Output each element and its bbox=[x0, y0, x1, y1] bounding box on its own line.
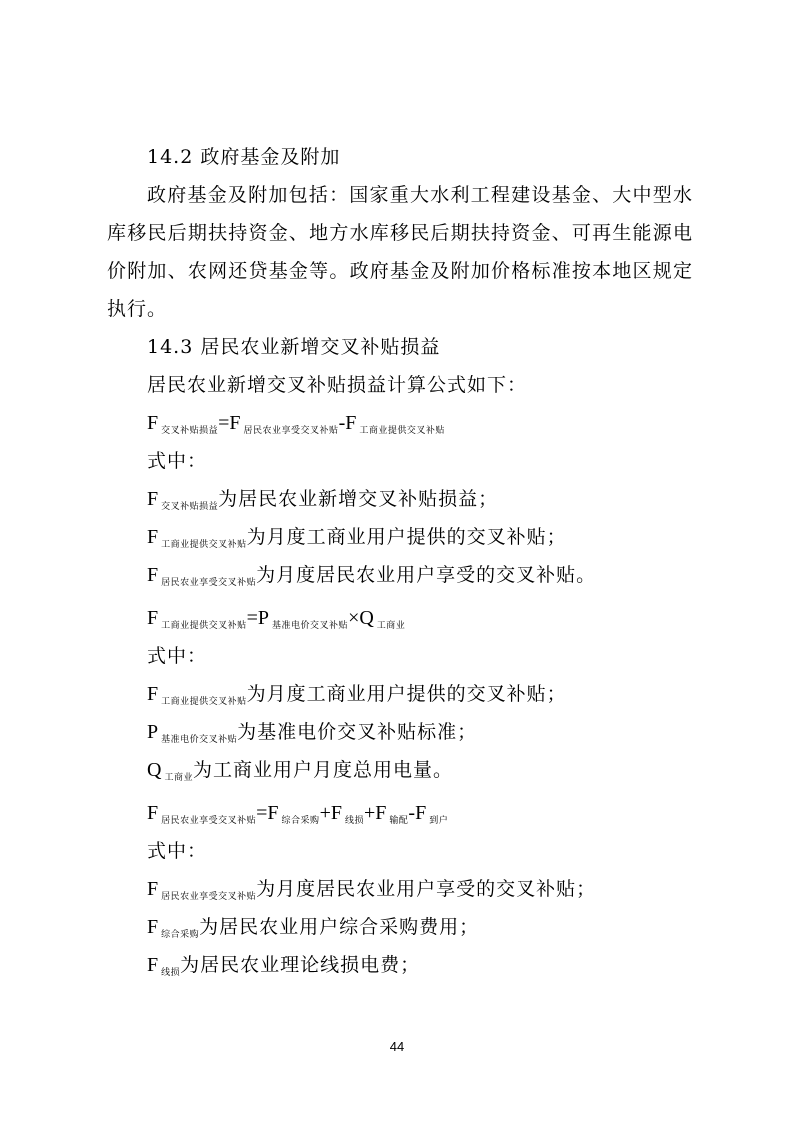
formula-subscript: 工商业提供交叉补贴 bbox=[359, 426, 445, 436]
formula-subscript: 到户 bbox=[429, 816, 449, 826]
definition-text: 为月度居民农业用户享受的交叉补贴； bbox=[256, 878, 597, 900]
formula-subscript: 线损 bbox=[344, 816, 364, 826]
formula-operator: -F bbox=[408, 802, 427, 824]
formula-var: F bbox=[147, 683, 159, 705]
definition-line bbox=[107, 480, 692, 518]
formula-subscript: 工商业提供交叉补贴 bbox=[161, 621, 247, 631]
formula-subscript: 交叉补贴损益 bbox=[161, 502, 219, 512]
formula-var: F bbox=[147, 878, 159, 900]
formula-subscript: 居民农业享受交叉补贴 bbox=[161, 816, 257, 826]
formula-var: F bbox=[147, 526, 159, 548]
formula-subscript: 基准电价交叉补贴 bbox=[161, 735, 238, 745]
formula-var: Q bbox=[147, 759, 162, 781]
formula-var: F bbox=[147, 802, 159, 824]
definition-line bbox=[107, 908, 692, 946]
where-label: 式中： bbox=[147, 450, 208, 472]
definition-line bbox=[107, 556, 692, 594]
definition-text: 为月度工商业用户提供的交叉补贴； bbox=[246, 526, 567, 548]
formula-operator: ×Q bbox=[348, 607, 374, 629]
formula-1 bbox=[107, 404, 692, 442]
where-label: 式中： bbox=[147, 645, 208, 667]
formula-subscript: 输配 bbox=[389, 816, 409, 826]
formula-operator: =P bbox=[246, 607, 270, 629]
definition-line bbox=[107, 675, 692, 713]
formula-var: P bbox=[147, 721, 159, 743]
definition-text: 为月度居民农业用户享受的交叉补贴。 bbox=[256, 564, 597, 586]
formula-subscript: 居民农业享受交叉补贴 bbox=[243, 426, 339, 436]
page-number: 44 bbox=[389, 1039, 405, 1054]
formula-subscript: 综合采购 bbox=[161, 930, 200, 940]
definition-text: 为居民农业理论线损电费； bbox=[180, 954, 421, 976]
formula-3 bbox=[107, 794, 692, 832]
formula-subscript: 工商业 bbox=[164, 773, 193, 783]
formula-operator: +F bbox=[319, 802, 342, 824]
definition-line bbox=[107, 946, 692, 984]
formula-subscript: 居民农业享受交叉补贴 bbox=[161, 578, 257, 588]
definition-line bbox=[107, 870, 692, 908]
formula-operator: -F bbox=[338, 412, 357, 434]
formula-subscript: 线损 bbox=[161, 968, 181, 978]
formula-subscript: 基准电价交叉补贴 bbox=[272, 621, 349, 631]
definition-line bbox=[107, 518, 692, 556]
formula-operator: =F bbox=[256, 802, 279, 824]
section-heading-14-3: 14.3 居民农业新增交叉补贴损益 bbox=[147, 336, 441, 358]
paragraph-line: 政府基金及附加包括：国家重大水利工程建设基金、大中型水 bbox=[147, 184, 692, 206]
paragraph-line: 价附加、农网还贷基金等。政府基金及附加价格标准按本地区规定 bbox=[107, 260, 692, 282]
formula-2 bbox=[107, 599, 692, 637]
formula-intro: 居民农业新增交叉补贴损益计算公式如下： bbox=[147, 374, 528, 396]
section-heading-14-2: 14.2 政府基金及附加 bbox=[147, 146, 341, 168]
formula-var: F bbox=[147, 916, 159, 938]
formula-var: F bbox=[147, 607, 159, 629]
formula-subscript: 综合采购 bbox=[281, 816, 320, 826]
paragraph-line: 库移民后期扶持资金、地方水库移民后期扶持资金、可再生能源电 bbox=[107, 222, 692, 244]
definition-text: 为居民农业新增交叉补贴损益； bbox=[218, 488, 499, 510]
formula-subscript: 工商业 bbox=[376, 621, 406, 631]
formula-var: F bbox=[147, 954, 159, 976]
definition-text: 为基准电价交叉补贴标准； bbox=[237, 721, 478, 743]
formula-var: F bbox=[147, 412, 159, 434]
formula-operator: =F bbox=[218, 412, 241, 434]
formula-subscript: 工商业提供交叉补贴 bbox=[161, 540, 247, 550]
formula-subscript: 居民农业享受交叉补贴 bbox=[161, 892, 257, 902]
definition-text: 为月度工商业用户提供的交叉补贴； bbox=[246, 683, 567, 705]
definition-line bbox=[107, 751, 692, 789]
formula-var: F bbox=[147, 488, 159, 510]
formula-operator: +F bbox=[363, 802, 387, 824]
formula-subscript: 工商业提供交叉补贴 bbox=[161, 697, 247, 707]
definition-text: 为工商业用户月度总用电量。 bbox=[192, 759, 453, 781]
definition-line bbox=[107, 713, 692, 751]
formula-var: F bbox=[147, 564, 159, 586]
paragraph-line: 执行。 bbox=[107, 298, 168, 320]
formula-subscript: 交叉补贴损益 bbox=[161, 426, 219, 436]
definition-text: 为居民农业用户综合采购费用； bbox=[199, 916, 480, 938]
where-label: 式中： bbox=[147, 840, 208, 862]
